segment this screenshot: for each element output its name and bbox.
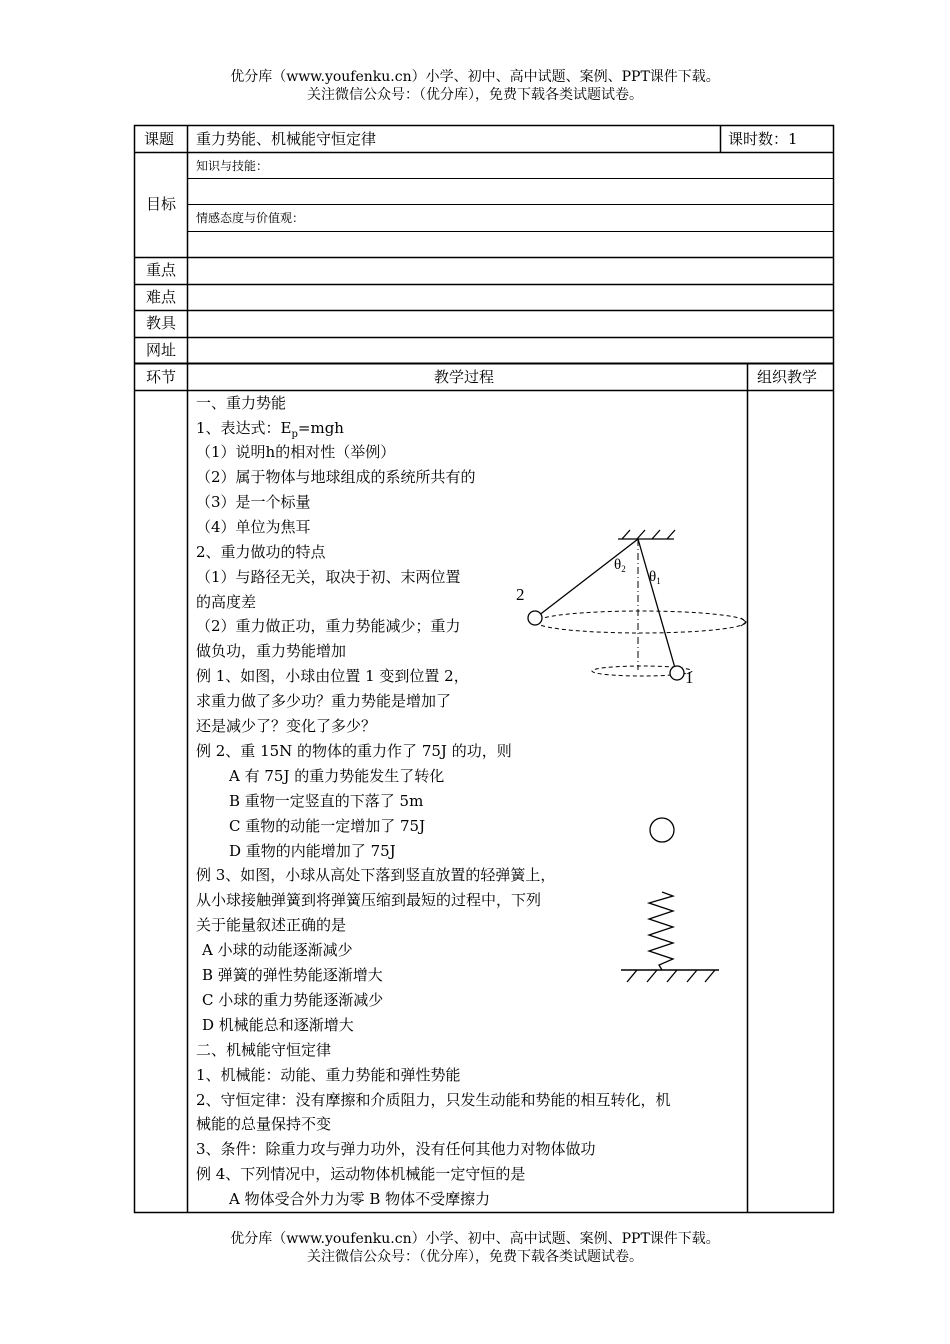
pendulum-figure — [510, 525, 755, 695]
header-line-2: 关注微信公众号：（优分库），免费下载各类试题试卷。 — [307, 87, 643, 103]
content-line: 2、重力做功的特点 — [196, 543, 326, 561]
option-line: B 弹簧的弹性势能逐渐增大 — [202, 966, 383, 984]
tools-label: 教具 — [146, 314, 177, 332]
option-line: A 物体受合外力为零 B 物体不受摩擦力 — [229, 1190, 491, 1208]
goal-knowledge: 知识与技能： — [196, 159, 269, 173]
content-line: （4）单位为焦耳 — [196, 518, 311, 536]
formula-post: =mgh — [297, 419, 344, 437]
content-line: 的高度差 — [196, 593, 257, 611]
option-line: A 有 75J 的重力势能发生了转化 — [229, 767, 445, 785]
string-1 — [638, 539, 675, 668]
content-line: （2）重力做正功，重力势能减少；重力 — [196, 617, 461, 635]
falling-ball — [650, 818, 674, 842]
content-line: （2）属于物体与地球组成的系统所共有的 — [196, 468, 476, 486]
content-line: 求重力做了多少功？重力势能是增加了 — [196, 692, 452, 710]
position-1-label: 1 — [685, 668, 694, 687]
content-line: 例 1、如图，小球由位置 1 变到位置 2， — [196, 667, 469, 685]
difficulty-label: 难点 — [146, 288, 177, 306]
content-line: 械能的总量保持不变 — [196, 1115, 332, 1133]
option-line: D 机械能总和逐渐增大 — [202, 1016, 354, 1034]
topic-label: 课题 — [144, 130, 175, 148]
content-line: 还是减少了？变化了多少？ — [196, 717, 377, 735]
option-line: A 小球的动能逐渐减少 — [202, 941, 353, 959]
spring — [649, 892, 673, 970]
option-line: C 重物的动能一定增加了 75J — [229, 817, 426, 835]
header-line-1: 优分库（www.youfenku.cn）小学、初中、高中试题、案例、PPT课件下载。 — [230, 69, 720, 85]
key-label: 重点 — [146, 261, 177, 279]
topic-value: 重力势能、机械能守恒定律 — [196, 130, 377, 148]
col-stage: 环节 — [146, 368, 177, 386]
content-line: （3）是一个标量 — [196, 493, 311, 511]
ball-position-2 — [528, 611, 542, 625]
option-line: B 重物一定竖直的下落了 5m — [229, 792, 424, 810]
content-line: 例 2、重 15N 的物体的重力作了 75J 的功，则 — [196, 742, 512, 760]
content-line: 例 3、如图，小球从高处下落到竖直放置的轻弹簧上， — [196, 866, 556, 884]
position-2-label: 2 — [516, 585, 525, 604]
content-line: 例 4、下列情况中，运动物体机械能一定守恒的是 — [196, 1165, 526, 1183]
formula-pre: 1、表达式：E — [196, 419, 292, 437]
content-line: 从小球接触弹簧到将弹簧压缩到最短的过程中，下列 — [196, 891, 542, 909]
theta2-label: $\theta_2$ — [614, 557, 626, 574]
orbit-large — [536, 611, 746, 633]
content-line: 3、条件：除重力攻与弹力功外，没有任何其他力对物体做功 — [196, 1140, 596, 1158]
formula-sub: p — [291, 429, 298, 440]
url-label: 网址 — [146, 341, 177, 359]
option-line: C 小球的重力势能逐渐减少 — [202, 991, 384, 1009]
content-line: 关于能量叙述正确的是 — [196, 916, 347, 934]
string-2 — [538, 539, 638, 616]
content-line: 二、机械能守恒定律 — [196, 1041, 332, 1059]
content-line: （1）与路径无关，取决于初、末两位置 — [196, 568, 461, 586]
content-line: （1）说明h的相对性（举例） — [196, 443, 396, 461]
goal-label: 目标 — [146, 195, 177, 213]
ball-position-1 — [670, 666, 684, 680]
content-line: 一、重力势能 — [196, 394, 287, 412]
content-line: 1、机械能：动能、重力势能和弹性势能 — [196, 1066, 461, 1084]
content-line: 2、守恒定律：没有摩擦和介质阻力，只发生动能和势能的相互转化，机 — [196, 1091, 671, 1109]
content-line: 做负功，重力势能增加 — [196, 642, 347, 660]
col-process: 教学过程 — [434, 368, 495, 386]
spring-figure — [615, 810, 725, 995]
col-org: 组织教学 — [757, 368, 818, 386]
option-line: D 重物的内能增加了 75J — [229, 842, 396, 860]
footer-line-2: 关注微信公众号：（优分库），免费下载各类试题试卷。 — [307, 1249, 643, 1265]
footer-line-1: 优分库（www.youfenku.cn）小学、初中、高中试题、案例、PPT课件下载。 — [230, 1231, 720, 1247]
theta1-label: $\theta_1$ — [649, 569, 661, 586]
goal-emotion: 情感态度与价值观： — [196, 211, 305, 225]
hours-label: 课时数：1 — [728, 130, 798, 148]
